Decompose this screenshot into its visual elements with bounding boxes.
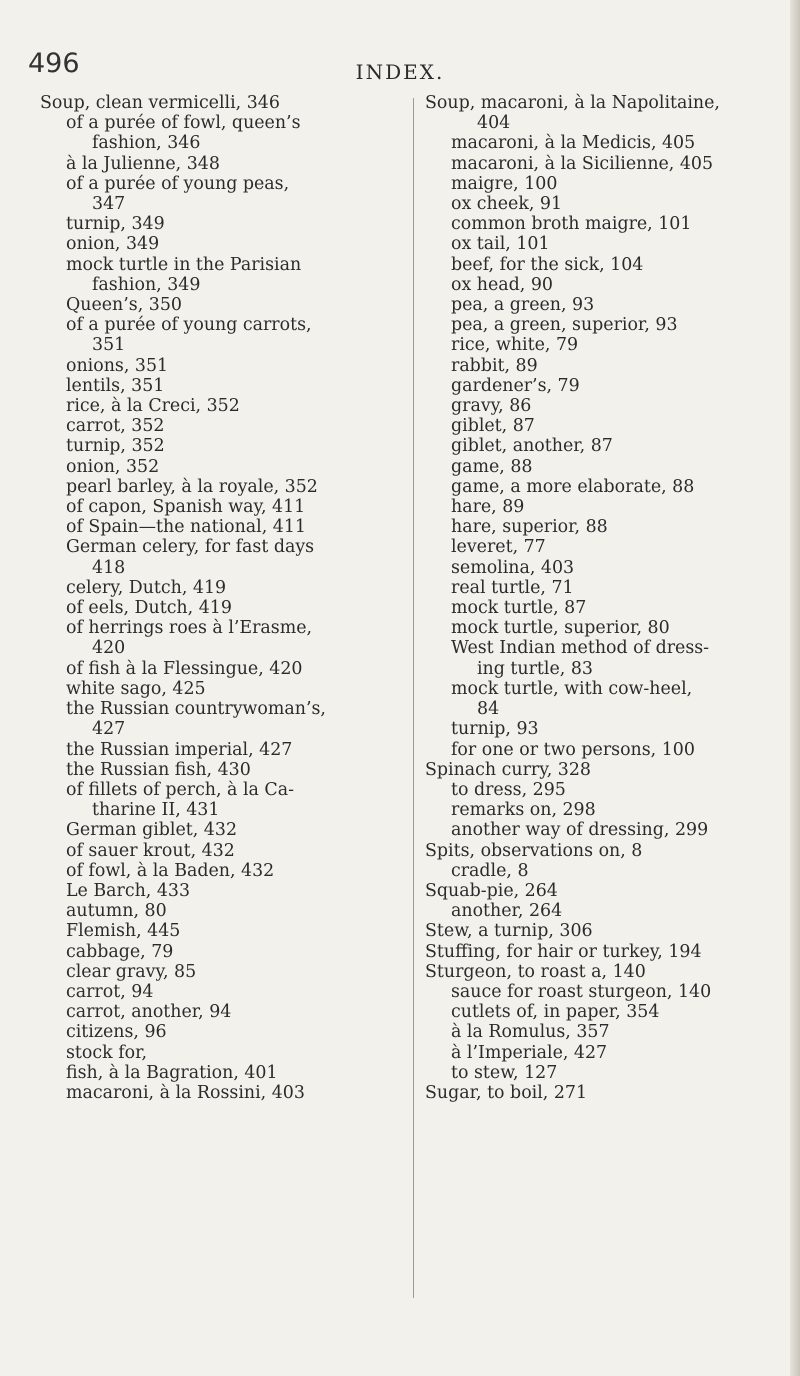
index-entry: cabbage, 79 (66, 941, 174, 962)
index-entry: leveret, 77 (451, 537, 546, 558)
page-number: 496 (28, 48, 80, 79)
index-entry: mock turtle, superior, 80 (451, 618, 670, 639)
index-entry: pearl barley, à la royale, 352 (66, 476, 318, 497)
index-entry: pea, a green, superior, 93 (451, 315, 678, 336)
column-divider (413, 98, 414, 1298)
index-entry: rice, white, 79 (451, 335, 579, 356)
index-entry: gravy, 86 (451, 396, 532, 417)
index-entry: 351 (92, 335, 126, 356)
index-entry: Queen’s, 350 (66, 295, 182, 316)
index-entry: hare, superior, 88 (451, 517, 608, 538)
index-entry: of sauer krout, 432 (66, 840, 235, 861)
index-entry: of a purée of young peas, (66, 173, 290, 194)
index-entry: maigre, 100 (451, 173, 558, 194)
index-entry: real turtle, 71 (451, 577, 574, 598)
index-entry: turnip, 349 (66, 214, 165, 235)
index-entry: the Russian fish, 430 (66, 759, 251, 780)
index-entry: lentils, 351 (66, 375, 165, 396)
index-entry: ox tail, 101 (451, 234, 550, 255)
index-entry: to dress, 295 (451, 779, 566, 800)
index-entry: of a purée of young carrots, (66, 315, 312, 336)
index-entry: carrot, 94 (66, 981, 154, 1002)
page-edge (790, 0, 800, 1376)
index-entry: of a purée of fowl, queen’s (66, 113, 301, 134)
index-entry: onion, 352 (66, 456, 160, 477)
index-entry: mock turtle, with cow-heel, (451, 678, 693, 699)
index-entry: Sugar, to boil, 271 (425, 1082, 588, 1103)
index-entry: cutlets of, in paper, 354 (451, 1002, 660, 1023)
index-entry: autumn, 80 (66, 901, 167, 922)
index-entry: stock for, (66, 1042, 148, 1063)
index-entry: for one or two persons, 100 (451, 739, 695, 760)
index-entry: fashion, 349 (92, 274, 201, 295)
index-entry: game, a more elaborate, 88 (451, 476, 695, 497)
index-entry: German celery, for fast days (66, 537, 315, 558)
index-entry: citizens, 96 (66, 1022, 167, 1043)
index-entry: of eels, Dutch, 419 (66, 598, 232, 619)
index-entry: sauce for roast sturgeon, 140 (451, 981, 712, 1002)
index-entry: cradle, 8 (451, 860, 529, 881)
index-entry: giblet, another, 87 (451, 436, 613, 457)
index-entry: another way of dressing, 299 (451, 820, 709, 841)
index-entry: 84 (477, 699, 500, 720)
index-entry: onions, 351 (66, 355, 169, 376)
index-entry: mock turtle in the Parisian (66, 254, 302, 275)
index-entry: of capon, Spanish way, 411 (66, 497, 306, 518)
index-entry: the Russian countrywoman’s, (66, 699, 326, 720)
index-entry: game, 88 (451, 456, 533, 477)
index-entry: pea, a green, 93 (451, 295, 595, 316)
index-entry: Spinach curry, 328 (425, 759, 591, 780)
index-entry: Spits, observations on, 8 (425, 840, 643, 861)
index-entry: beef, for the sick, 104 (451, 254, 644, 275)
index-column-left (40, 93, 410, 1103)
index-entry: 420 (92, 638, 126, 659)
index-entry: fashion, 346 (92, 133, 201, 154)
index-entry: 404 (477, 113, 511, 134)
index-entry: tharine II, 431 (92, 800, 220, 821)
index-entry: of herrings roes à l’Erasme, (66, 618, 313, 639)
index-entry: Stew, a turnip, 306 (425, 921, 593, 942)
index-entry: common broth maigre, 101 (451, 214, 692, 235)
index-entry: à la Julienne, 348 (66, 153, 220, 174)
index-entry: Flemish, 445 (66, 921, 181, 942)
index-entry: to stew, 127 (451, 1062, 558, 1083)
index-entry: carrot, 352 (66, 416, 165, 437)
index-entry: macaroni, à la Medicis, 405 (451, 133, 696, 154)
index-entry: à l’Imperiale, 427 (451, 1042, 608, 1063)
index-entry: Soup, macaroni, à la Napolitaine, (425, 93, 720, 113)
index-entry: gardener’s, 79 (451, 375, 580, 396)
index-entry: macaroni, à la Sicilienne, 405 (451, 153, 714, 174)
index-entry: another, 264 (451, 901, 563, 922)
index-entry: hare, 89 (451, 497, 525, 518)
index-entry: 427 (92, 719, 126, 740)
index-entry: white sago, 425 (66, 678, 206, 699)
index-entry: remarks on, 298 (451, 800, 596, 821)
index-entry: rice, à la Creci, 352 (66, 396, 240, 417)
index-entry: turnip, 93 (451, 719, 539, 740)
index-entry: ox head, 90 (451, 274, 553, 295)
index-entry: turnip, 352 (66, 436, 165, 457)
index-entry: Sturgeon, to roast a, 140 (425, 961, 646, 982)
index-entry: the Russian imperial, 427 (66, 739, 293, 760)
index-entry: of fowl, à la Baden, 432 (66, 860, 275, 881)
index-entry: 347 (92, 194, 126, 215)
index-column-right (425, 93, 790, 1103)
index-entry: 418 (92, 557, 126, 578)
index-entry: giblet, 87 (451, 416, 535, 437)
index-entry: Stuffing, for hair or turkey, 194 (425, 941, 702, 962)
index-entry: Squab-pie, 264 (425, 880, 558, 901)
index-entry: fish, à la Bagration, 401 (66, 1062, 278, 1083)
index-entry: ing turtle, 83 (477, 658, 593, 679)
index-entry: rabbit, 89 (451, 355, 538, 376)
index-entry: à la Romulus, 357 (451, 1022, 610, 1043)
index-entry: West Indian method of dress- (451, 638, 710, 659)
index-entry: of fish à la Flessingue, 420 (66, 658, 303, 679)
index-entry: of Spain—the national, 411 (66, 517, 306, 538)
index-entry: ox cheek, 91 (451, 194, 563, 215)
index-entry: celery, Dutch, 419 (66, 577, 227, 598)
index-entry: Soup, clean vermicelli, 346 (40, 93, 280, 113)
index-entry: of fillets of perch, à la Ca- (66, 779, 294, 800)
index-entry: carrot, another, 94 (66, 1002, 232, 1023)
index-entry: German giblet, 432 (66, 820, 238, 841)
index-entry: Le Barch, 433 (66, 880, 191, 901)
index-entry: mock turtle, 87 (451, 598, 587, 619)
index-entry: macaroni, à la Rossini, 403 (66, 1082, 305, 1103)
index-entry: clear gravy, 85 (66, 961, 197, 982)
index-entry: semolina, 403 (451, 557, 575, 578)
index-entry: onion, 349 (66, 234, 160, 255)
running-head-title: INDEX. (355, 60, 445, 84)
